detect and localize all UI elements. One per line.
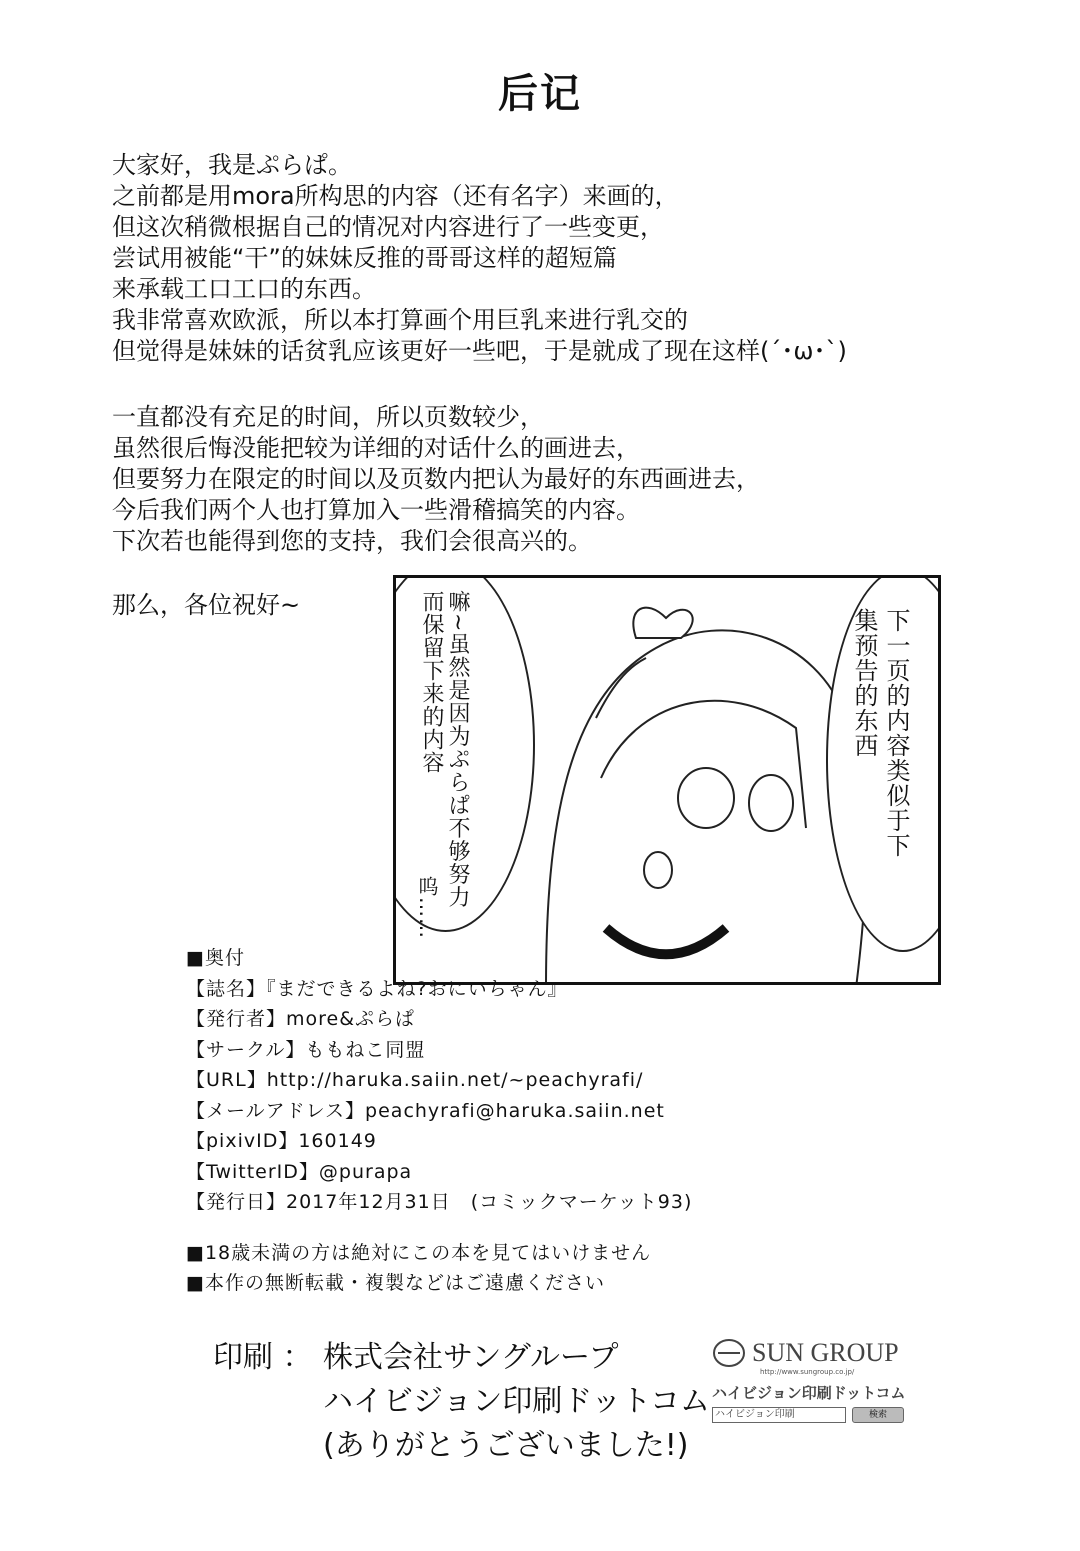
text-line: 今后我们两个人也打算加入一些滑稽搞笑的内容。 — [112, 496, 640, 524]
page-title: 后记 — [498, 71, 582, 117]
colophon — [186, 943, 692, 1299]
text-line: 我非常喜欢欧派，所以本打算画个用巨乳来进行乳交的 — [112, 306, 688, 334]
printer-thanks: (ありがとうございました!) — [323, 1428, 689, 1463]
manga-panel — [393, 575, 941, 985]
text-line: 但要努力在限定的时间以及页数内把认为最好的东西画进去， — [112, 465, 760, 493]
colophon-pixiv: 【pixivID】160149 — [186, 1130, 377, 1152]
sun-logo-icon — [712, 1338, 746, 1368]
colophon-publisher: 【発行者】more&ぷらぱ — [186, 1008, 416, 1030]
logo-search-box: ハイビジョン印刷 — [712, 1407, 846, 1423]
speech-text-right: 下一页的内容类似于下集预告的东西 — [850, 608, 910, 858]
logo-search-button: 検索 — [852, 1407, 904, 1423]
printer-service: ハイビジョン印刷ドットコム — [323, 1384, 710, 1419]
closing-line: 那么，各位祝好~ — [112, 591, 301, 619]
colophon-url: 【URL】http://haruka.saiin.net/~peachyrafi/ — [186, 1069, 644, 1091]
text-line: 之前都是用mora所构思的内容（还有名字）来画的， — [112, 182, 679, 210]
colophon-title: 【誌名】『まだできるよね?おにいちゃん』 — [186, 977, 568, 1000]
colophon-twitter: 【TwitterID】@purapa — [186, 1160, 413, 1183]
afterword-paragraph-2 — [112, 402, 760, 557]
notice-copyright: ■本作の無断転載・複製などはご遠慮ください — [186, 1272, 605, 1294]
printer-name: 株式会社サングループ — [323, 1340, 619, 1375]
logo-tagline: ハイビジョン印刷ドットコム — [712, 1384, 906, 1402]
printer-credit — [213, 1336, 710, 1468]
logo-brand: SUN GROUP — [752, 1338, 899, 1367]
logo-url: http://www.sungroup.co.jp/ — [760, 1368, 855, 1376]
text-line: 来承载工口工口的东西。 — [112, 275, 376, 303]
colophon-email: 【メールアドレス】peachyrafi@haruka.saiin.net — [186, 1099, 665, 1122]
text-line: 大家好，我是ぷらぱ。 — [112, 151, 352, 179]
printer-label: 印刷 ： — [213, 1340, 313, 1375]
text-line: 尝试用被能“干”的妹妹反推的哥哥这样的超短篇 — [112, 244, 617, 272]
text-line: 但觉得是妹妹的话贫乳应该更好一些吧，于是就成了现在这样(´･ω･`) — [112, 337, 847, 365]
notice-age: ■18歳未満の方は絶対にこの本を見てはいけません — [186, 1241, 652, 1264]
text-line: 但这次稍微根据自己的情况对内容进行了一些变更， — [112, 213, 664, 241]
colophon-date: 【発行日】2017年12月31日 (コミックマーケット93) — [186, 1191, 693, 1213]
speech-text-small: 呜…… — [415, 876, 439, 939]
speech-text-left: 嘛~虽然是因为ぷらぱ不够努力而保留下来的内容 — [419, 590, 470, 909]
text-line: 一直都没有充足的时间，所以页数较少， — [112, 403, 544, 431]
sungroup-logo — [712, 1338, 922, 1423]
text-line: 虽然很后悔没能把较为详细的对话什么的画进去， — [112, 434, 640, 462]
text-line: 下次若也能得到您的支持，我们会很高兴的。 — [112, 527, 592, 555]
afterword-paragraph-1 — [112, 150, 847, 367]
colophon-heading: ■奥付 — [186, 947, 245, 969]
colophon-circle: 【サークル】ももねこ同盟 — [186, 1038, 426, 1061]
